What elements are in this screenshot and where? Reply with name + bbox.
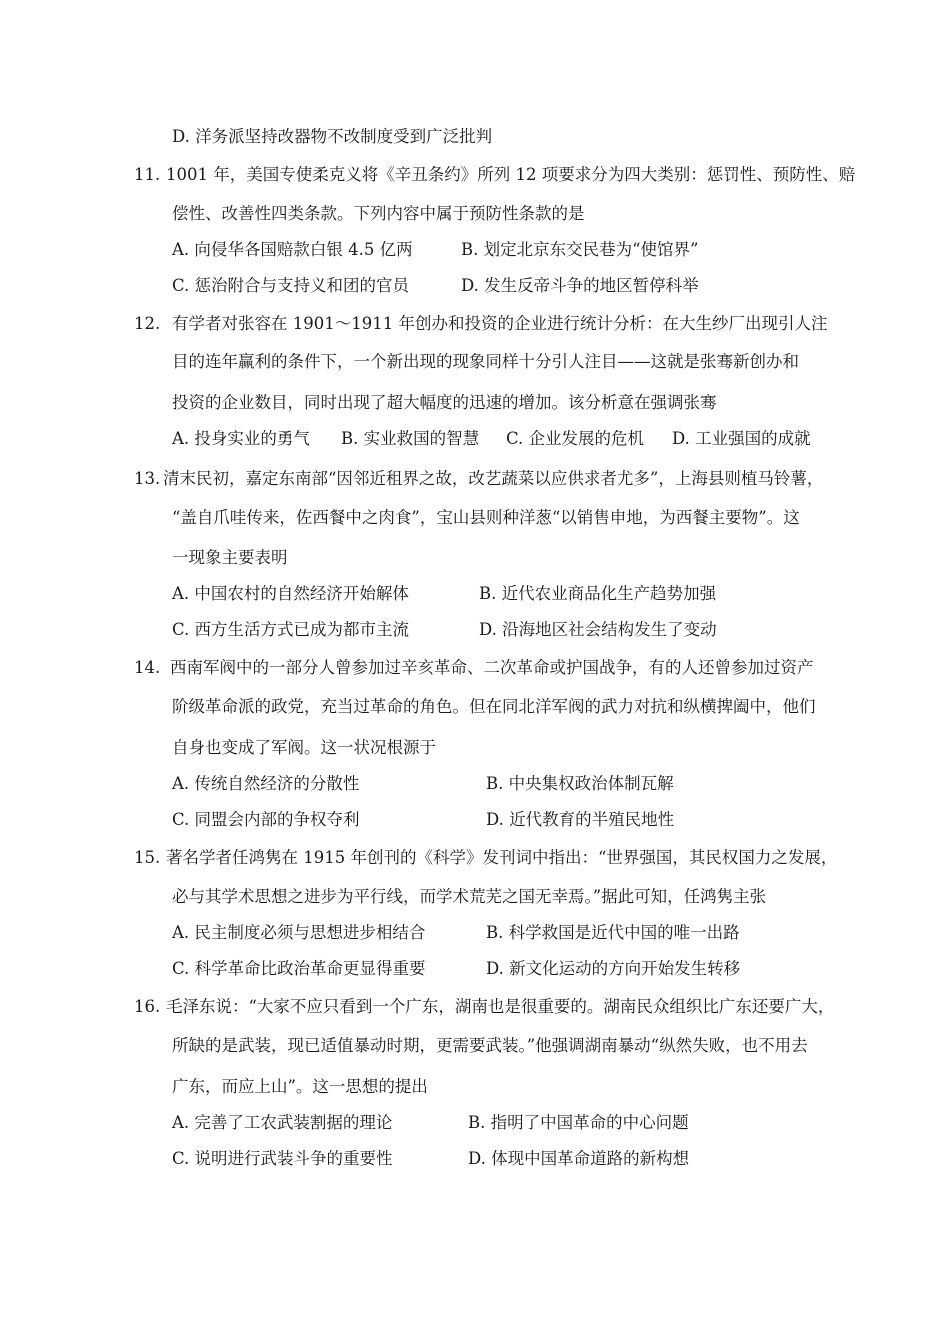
question-stem-line: 目的连年赢利的条件下，一个新出现的现象同样十分引人注目——这就是张骞新创办和	[172, 352, 799, 371]
option-a: A. 传统自然经济的分散性	[172, 774, 360, 793]
question-stem-line: 1001 年，美国专使柔克义将《辛丑条约》所列 12 项要求分为四大类别：惩罚性、预防性、赔	[166, 165, 856, 184]
question-number: 14.	[134, 658, 161, 677]
question-stem-line: 著名学者任鸿隽在 1915 年创刊的《科学》发刊词中指出：“世界强国，其民权国力之发展，	[166, 848, 838, 867]
question-number: 11.	[134, 165, 161, 184]
question-stem-line: 阶级革命派的政党，充当过革命的角色。但在同北洋军阀的武力对抗和纵横捭阖中，他们	[172, 697, 816, 716]
question-stem-line: 清末民初，嘉定东南部“因邻近租界之故，改艺蔬菜以应供求者尤多”，上海县则植马铃薯，	[163, 469, 824, 488]
question-stem-line: 毛泽东说：“大家不应只看到一个广东，湖南也是很重要的。湖南民众组织比广东还要广大，	[166, 997, 835, 1016]
option-d: D. 新文化运动的方向开始发生转移	[486, 959, 741, 978]
question-stem-line: 一现象主要表明	[172, 548, 288, 567]
option-c: C. 科学革命比政治革命更显得重要	[172, 959, 426, 978]
question-stem-line: 所缺的是武装，现已适值暴动时期，更需要武装。”他强调湖南暴动“纵然失败，也不用去	[172, 1036, 808, 1055]
option-d: D. 工业强国的成就	[672, 429, 811, 448]
option-b: B. 科学救国是近代中国的唯一出路	[486, 923, 740, 942]
option-a: A. 投身实业的勇气	[172, 429, 310, 448]
option-c: C. 惩治附合与支持义和团的官员	[172, 276, 410, 295]
option-a: A. 向侵华各国赔款白银 4.5 亿两	[172, 240, 413, 259]
question-number: 16.	[134, 997, 161, 1016]
option-c: C. 同盟会内部的争权夺利	[172, 810, 360, 829]
question-stem-line: 西南军阀中的一部分人曾参加过辛亥革命、二次革命或护国战争，有的人还曾参加过资产	[170, 658, 814, 677]
option-b: B. 划定北京东交民巷为“使馆界”	[461, 240, 699, 259]
question-stem-line: 有学者对张容在 1901～1911 年创办和投资的企业进行统计分析：在大生纱厂出现引人注	[172, 314, 828, 333]
option-d: D. 沿海地区社会结构发生了变动	[479, 620, 717, 639]
option-b: B. 中央集权政治体制瓦解	[486, 774, 674, 793]
option-d: D. 近代教育的半殖民地性	[486, 810, 675, 829]
question-stem-line: 偿性、改善性四类条款。下列内容中属于预防性条款的是	[172, 204, 585, 223]
option-a: A. 民主制度必须与思想进步相结合	[172, 923, 426, 942]
question-stem-line: “盖自爪哇传来，佐西餐中之肉食”，宝山县则种洋葱“以销售申地，为西餐主要物”。这	[172, 508, 800, 527]
option-b: B. 近代农业商品化生产趋势加强	[479, 584, 717, 603]
option-a: A. 中国农村的自然经济开始解体	[172, 584, 409, 603]
option-c: C. 企业发展的危机	[506, 429, 645, 448]
option-c: C. 说明进行武装斗争的重要性	[172, 1149, 393, 1168]
question-number: 13.	[134, 469, 161, 488]
question-number: 15.	[134, 848, 161, 867]
question-stem-line: 广东，而应上山”。这一思想的提出	[172, 1077, 428, 1096]
question-stem-line: 投资的企业数目，同时出现了超大幅度的迅速的增加。该分析意在强调张骞	[172, 393, 717, 412]
option-b: B. 实业救国的智慧	[341, 429, 480, 448]
option-a: A. 完善了工农武装割据的理论	[172, 1113, 393, 1132]
option-c: C. 西方生活方式已成为都市主流	[172, 620, 410, 639]
question-stem-line: 必与其学术思想之进步为平行线，而学术荒芜之国无幸焉。”据此可知，任鸿隽主张	[172, 887, 767, 906]
question-stem-line: 自身也变成了军阀。这一状况根源于	[172, 738, 436, 757]
option-b: B. 指明了中国革命的中心问题	[468, 1113, 689, 1132]
option-d: D. 体现中国革命道路的新构想	[468, 1149, 690, 1168]
question-number: 12.	[134, 314, 161, 333]
option-d: D. 发生反帝斗争的地区暂停科举	[461, 276, 699, 295]
carry-over-option: D. 洋务派坚持改器物不改制度受到广泛批判	[172, 127, 493, 146]
